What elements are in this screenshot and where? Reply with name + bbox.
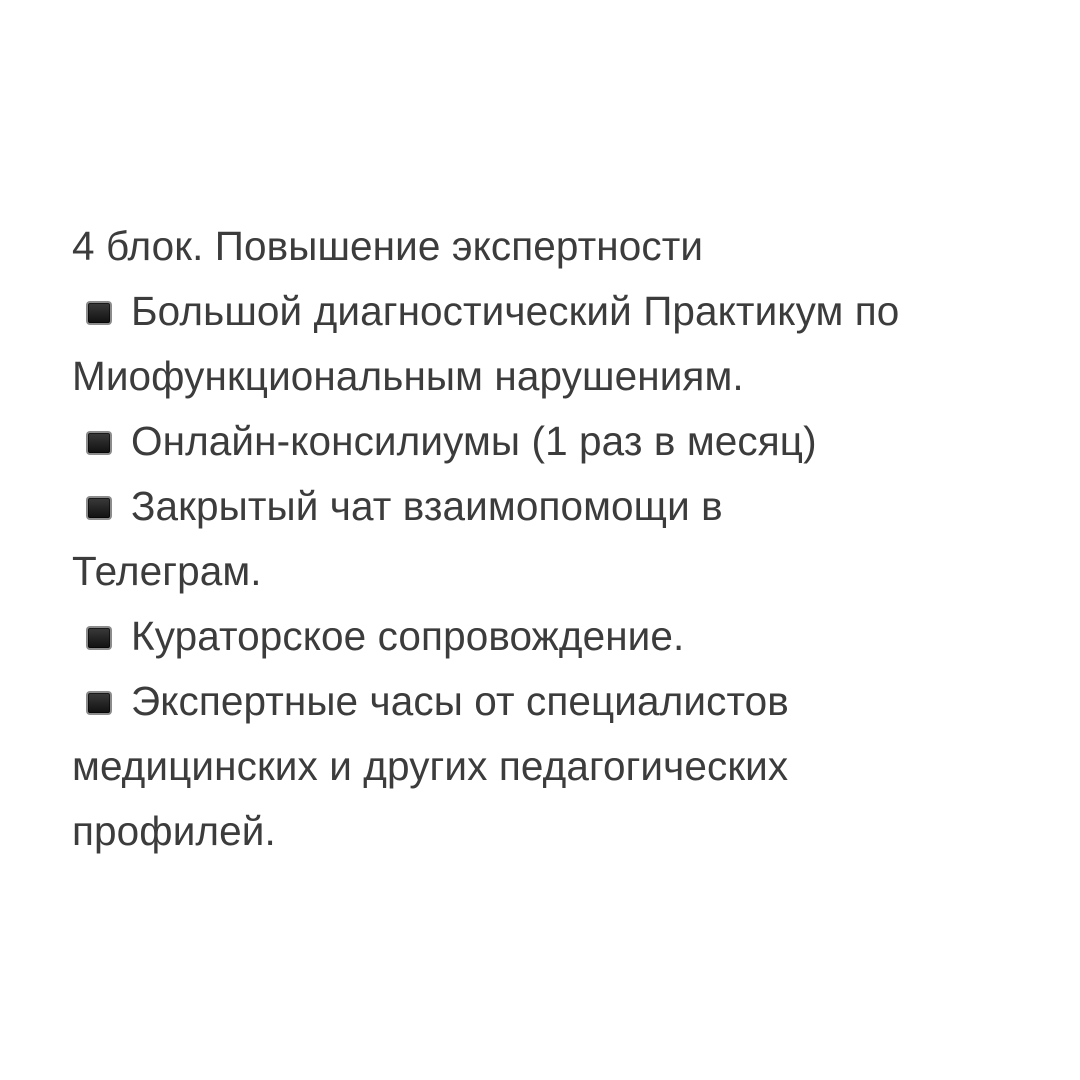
list-item-first-line	[72, 669, 1032, 734]
list-item	[72, 279, 1032, 409]
black-square-bullet-icon	[88, 303, 110, 323]
list-item	[72, 604, 1032, 669]
list-item	[72, 669, 1032, 864]
black-square-bullet-icon	[88, 433, 110, 453]
block-heading: 4 блок. Повышение экспертности	[72, 223, 704, 269]
text-block	[72, 214, 1032, 864]
list-item-continuation: Миофункциональным нарушениям.	[72, 353, 744, 399]
list-item-continuation: профилей.	[72, 808, 276, 854]
list-item-first-line	[72, 474, 1032, 539]
list-item	[72, 409, 1032, 474]
list-item-first-line	[72, 279, 1032, 344]
list-item-first-line	[72, 409, 1032, 474]
black-square-bullet-icon	[88, 693, 110, 713]
list-item-first-line	[72, 604, 1032, 669]
list-item-text: Большой диагностический Практикум по	[131, 288, 900, 334]
list-item-continuation: Телеграм.	[72, 548, 262, 594]
list-item	[72, 474, 1032, 604]
list-item-text: Онлайн-консилиумы (1 раз в месяц)	[131, 418, 817, 464]
black-square-bullet-icon	[88, 498, 110, 518]
black-square-bullet-icon	[88, 628, 110, 648]
list-item-continuation: медицинских и других педагогических	[72, 743, 789, 789]
list-item-text: Экспертные часы от специалистов	[131, 678, 789, 724]
list-item-text: Закрытый чат взаимопомощи в	[131, 483, 723, 529]
list-item-text: Кураторское сопровождение.	[131, 613, 685, 659]
